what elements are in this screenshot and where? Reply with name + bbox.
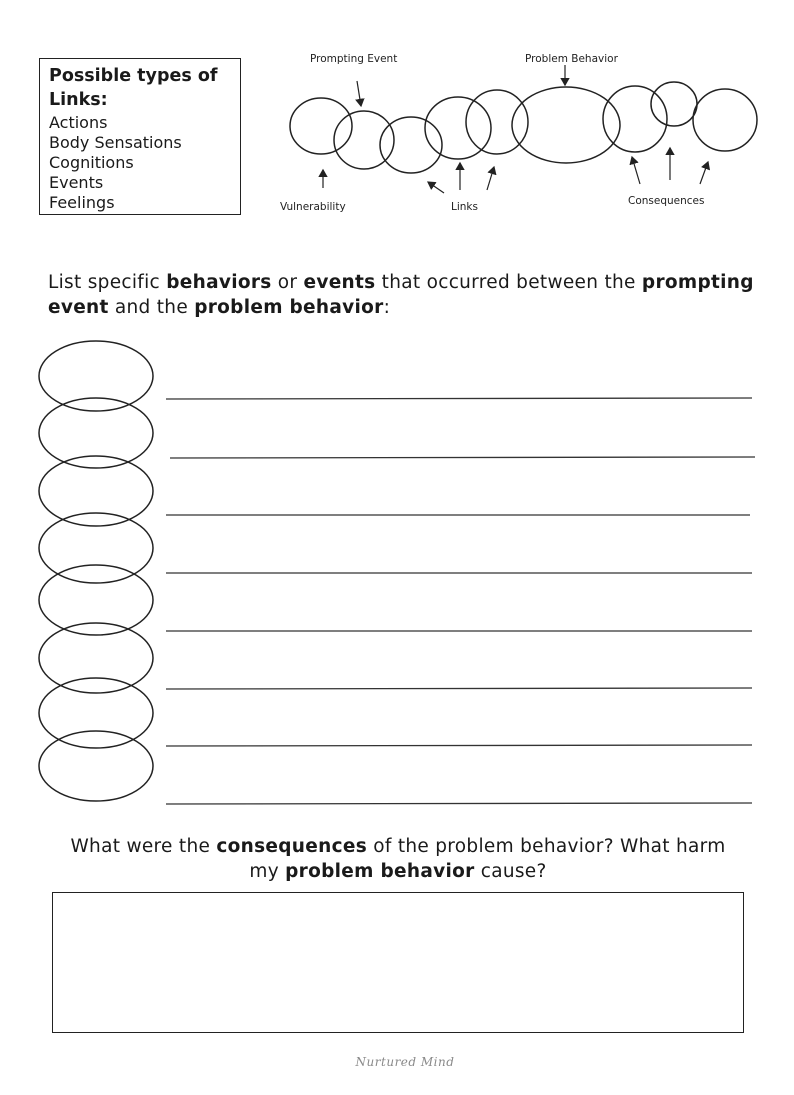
instruction-bold: problem behavior: [194, 297, 384, 318]
instruction-text: :: [383, 297, 391, 318]
consequences-question: [60, 834, 736, 884]
question-text: of the problem behavior? What harm my: [249, 836, 726, 882]
links-instruction: [48, 270, 768, 320]
links-label: Links: [451, 201, 478, 213]
chain-ellipse: [290, 98, 352, 154]
writing-line: [166, 745, 752, 746]
behavior-chain-diagram: [290, 82, 757, 173]
link-type-item: Events: [49, 173, 104, 192]
consequence-arrow: [700, 162, 708, 184]
writing-line: [166, 398, 752, 399]
instruction-bold: events: [303, 272, 376, 293]
link-type-item: Actions: [49, 113, 108, 132]
chain-ellipse: [380, 117, 442, 173]
chain-link-oval: [39, 565, 153, 635]
instruction-bold: prompting event: [48, 272, 754, 318]
link-type-item: Cognitions: [49, 153, 134, 172]
link-type-item: Feelings: [49, 193, 115, 212]
prompting-event-arrow: [357, 81, 361, 106]
link-arrow: [428, 182, 444, 193]
writing-line: [170, 457, 755, 458]
instruction-text: List specific: [48, 272, 167, 293]
question-text: What were the: [70, 836, 217, 857]
instruction-text: that occurred between the: [375, 272, 642, 293]
chain-link-oval: [39, 731, 153, 801]
chain-link-oval: [39, 513, 153, 583]
question-bold: problem behavior: [285, 861, 475, 882]
chain-link-oval: [39, 456, 153, 526]
writing-line: [166, 803, 752, 804]
problem-behavior-label: Problem Behavior: [525, 53, 618, 65]
instruction-bold: behaviors: [166, 272, 272, 293]
instruction-text: or: [271, 272, 304, 293]
link-arrow: [487, 167, 494, 190]
chain-link-oval: [39, 398, 153, 468]
chain-ellipse: [651, 82, 697, 126]
signature-logo: Nurtured Mind: [355, 1055, 455, 1069]
consequences-label: Consequences: [628, 195, 705, 207]
chain-link-oval: [39, 341, 153, 411]
link-types-title: Possible types of Links:: [49, 66, 218, 110]
consequences-answer-box[interactable]: [52, 892, 744, 1033]
chain-link-oval: [39, 623, 153, 693]
instruction-text: and the: [108, 297, 195, 318]
writing-lines: [166, 398, 755, 804]
chain-link-oval: [39, 678, 153, 748]
consequence-arrow: [632, 157, 640, 184]
question-text: cause?: [474, 861, 547, 882]
vulnerability-label: Vulnerability: [280, 201, 346, 213]
writing-line: [166, 688, 752, 689]
diagram-labels: [280, 53, 704, 213]
prompting-event-label: Prompting Event: [310, 53, 398, 65]
chain-ellipse: [693, 89, 757, 151]
question-bold: consequences: [216, 836, 368, 857]
chain-link-ovals: [39, 341, 153, 801]
diagram-arrows: [323, 65, 708, 193]
link-type-item: Body Sensations: [49, 133, 182, 152]
